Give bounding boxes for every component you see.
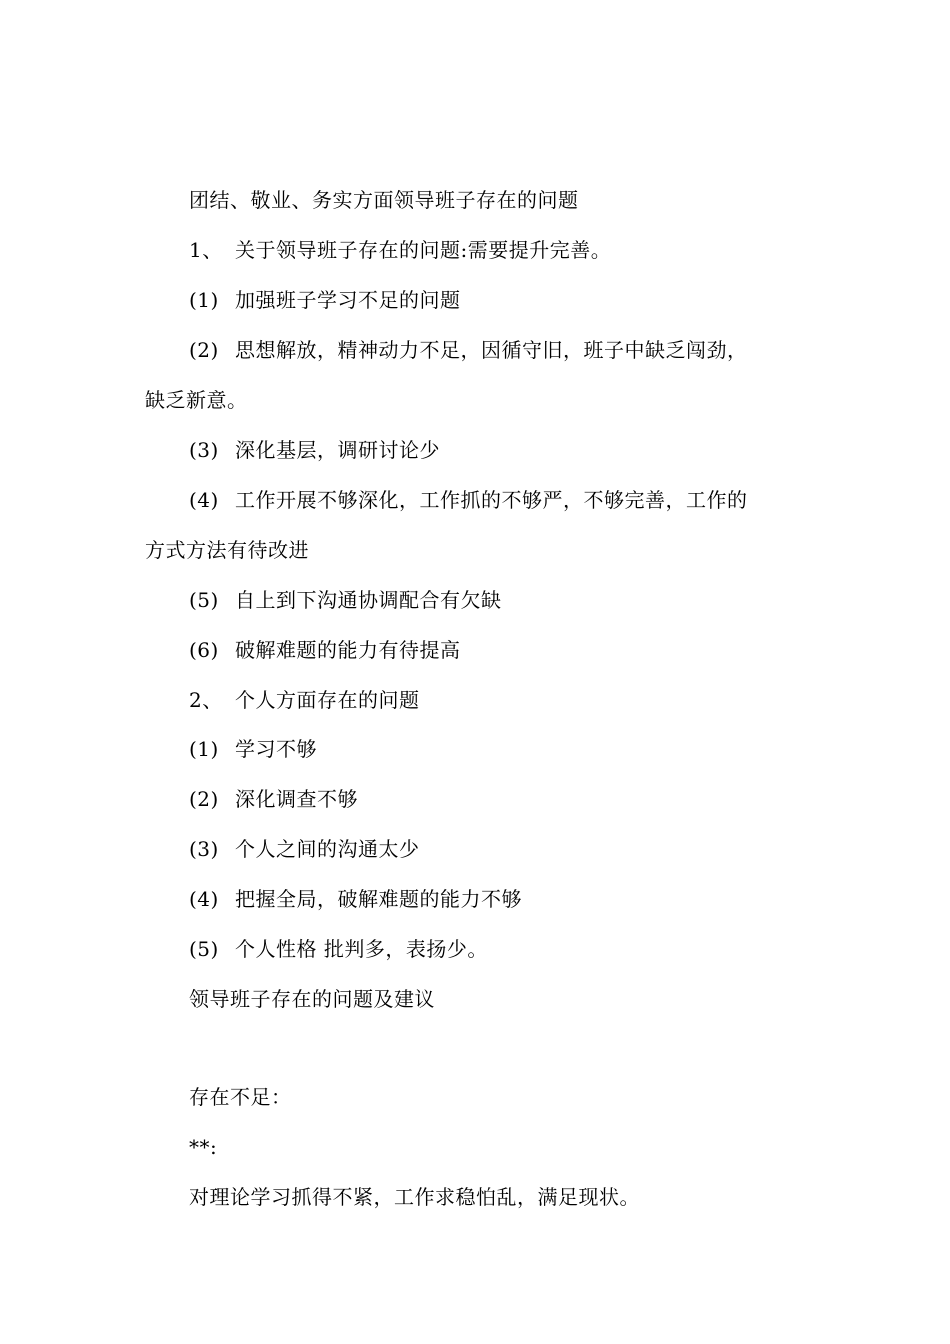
section-2-heading <box>189 688 420 712</box>
section-1-item-3 <box>189 438 440 462</box>
item-text: 学习不够 <box>235 737 317 761</box>
document-heading: 团结、敬业、务实方面领导班子存在的问题 <box>189 188 579 212</box>
section-1-item-2-continuation: 缺乏新意。 <box>145 388 248 412</box>
section-1-text: 关于领导班子存在的问题:需要提升完善。 <box>235 238 612 262</box>
section-1-item-2 <box>189 338 748 362</box>
section-1-item-5 <box>189 588 502 612</box>
section-1-item-1 <box>189 288 461 312</box>
item-marker: (1) <box>189 288 219 312</box>
item-marker: (5) <box>189 588 219 612</box>
section-2-text: 个人方面存在的问题 <box>235 688 420 712</box>
item-text: 工作开展不够深化，工作抓的不够严，不够完善，工作的 <box>235 488 748 512</box>
item-marker: (6) <box>189 638 219 662</box>
section-1-heading <box>189 238 611 262</box>
section-2-number: 2、 <box>189 688 223 712</box>
item-marker: (4) <box>189 887 219 911</box>
item-text: 把握全局，破解难题的能力不够 <box>235 887 522 911</box>
item-text: 破解难题的能力有待提高 <box>235 638 461 662</box>
section-1-number: 1、 <box>189 238 223 262</box>
name-placeholder: **: <box>189 1135 218 1159</box>
item-text: 个人性格 批判多，表扬少。 <box>235 937 488 961</box>
shortfall-label: 存在不足： <box>189 1085 292 1109</box>
item-marker: (4) <box>189 488 219 512</box>
item-text: 个人之间的沟通太少 <box>235 837 420 861</box>
item-marker: (2) <box>189 338 219 362</box>
item-text: 深化调查不够 <box>235 787 358 811</box>
section-2-item-5 <box>189 937 488 961</box>
section-2-item-2 <box>189 787 358 811</box>
item-marker: (3) <box>189 837 219 861</box>
item-text: 深化基层，调研讨论少 <box>235 438 440 462</box>
section-2-item-4 <box>189 887 522 911</box>
item-marker: (2) <box>189 787 219 811</box>
section-2-item-1 <box>189 737 317 761</box>
subheading: 领导班子存在的问题及建议 <box>189 987 435 1011</box>
item-marker: (1) <box>189 737 219 761</box>
final-paragraph: 对理论学习抓得不紧，工作求稳怕乱，满足现状。 <box>189 1185 640 1209</box>
item-text: 自上到下沟通协调配合有欠缺 <box>235 588 502 612</box>
item-marker: (3) <box>189 438 219 462</box>
section-1-item-4-continuation: 方式方法有待改进 <box>145 538 309 562</box>
section-2-item-3 <box>189 837 420 861</box>
section-1-item-6 <box>189 638 461 662</box>
item-text: 加强班子学习不足的问题 <box>235 288 461 312</box>
item-marker: (5) <box>189 937 219 961</box>
item-text: 思想解放，精神动力不足，因循守旧，班子中缺乏闯劲， <box>235 338 748 362</box>
section-1-item-4 <box>189 488 748 512</box>
